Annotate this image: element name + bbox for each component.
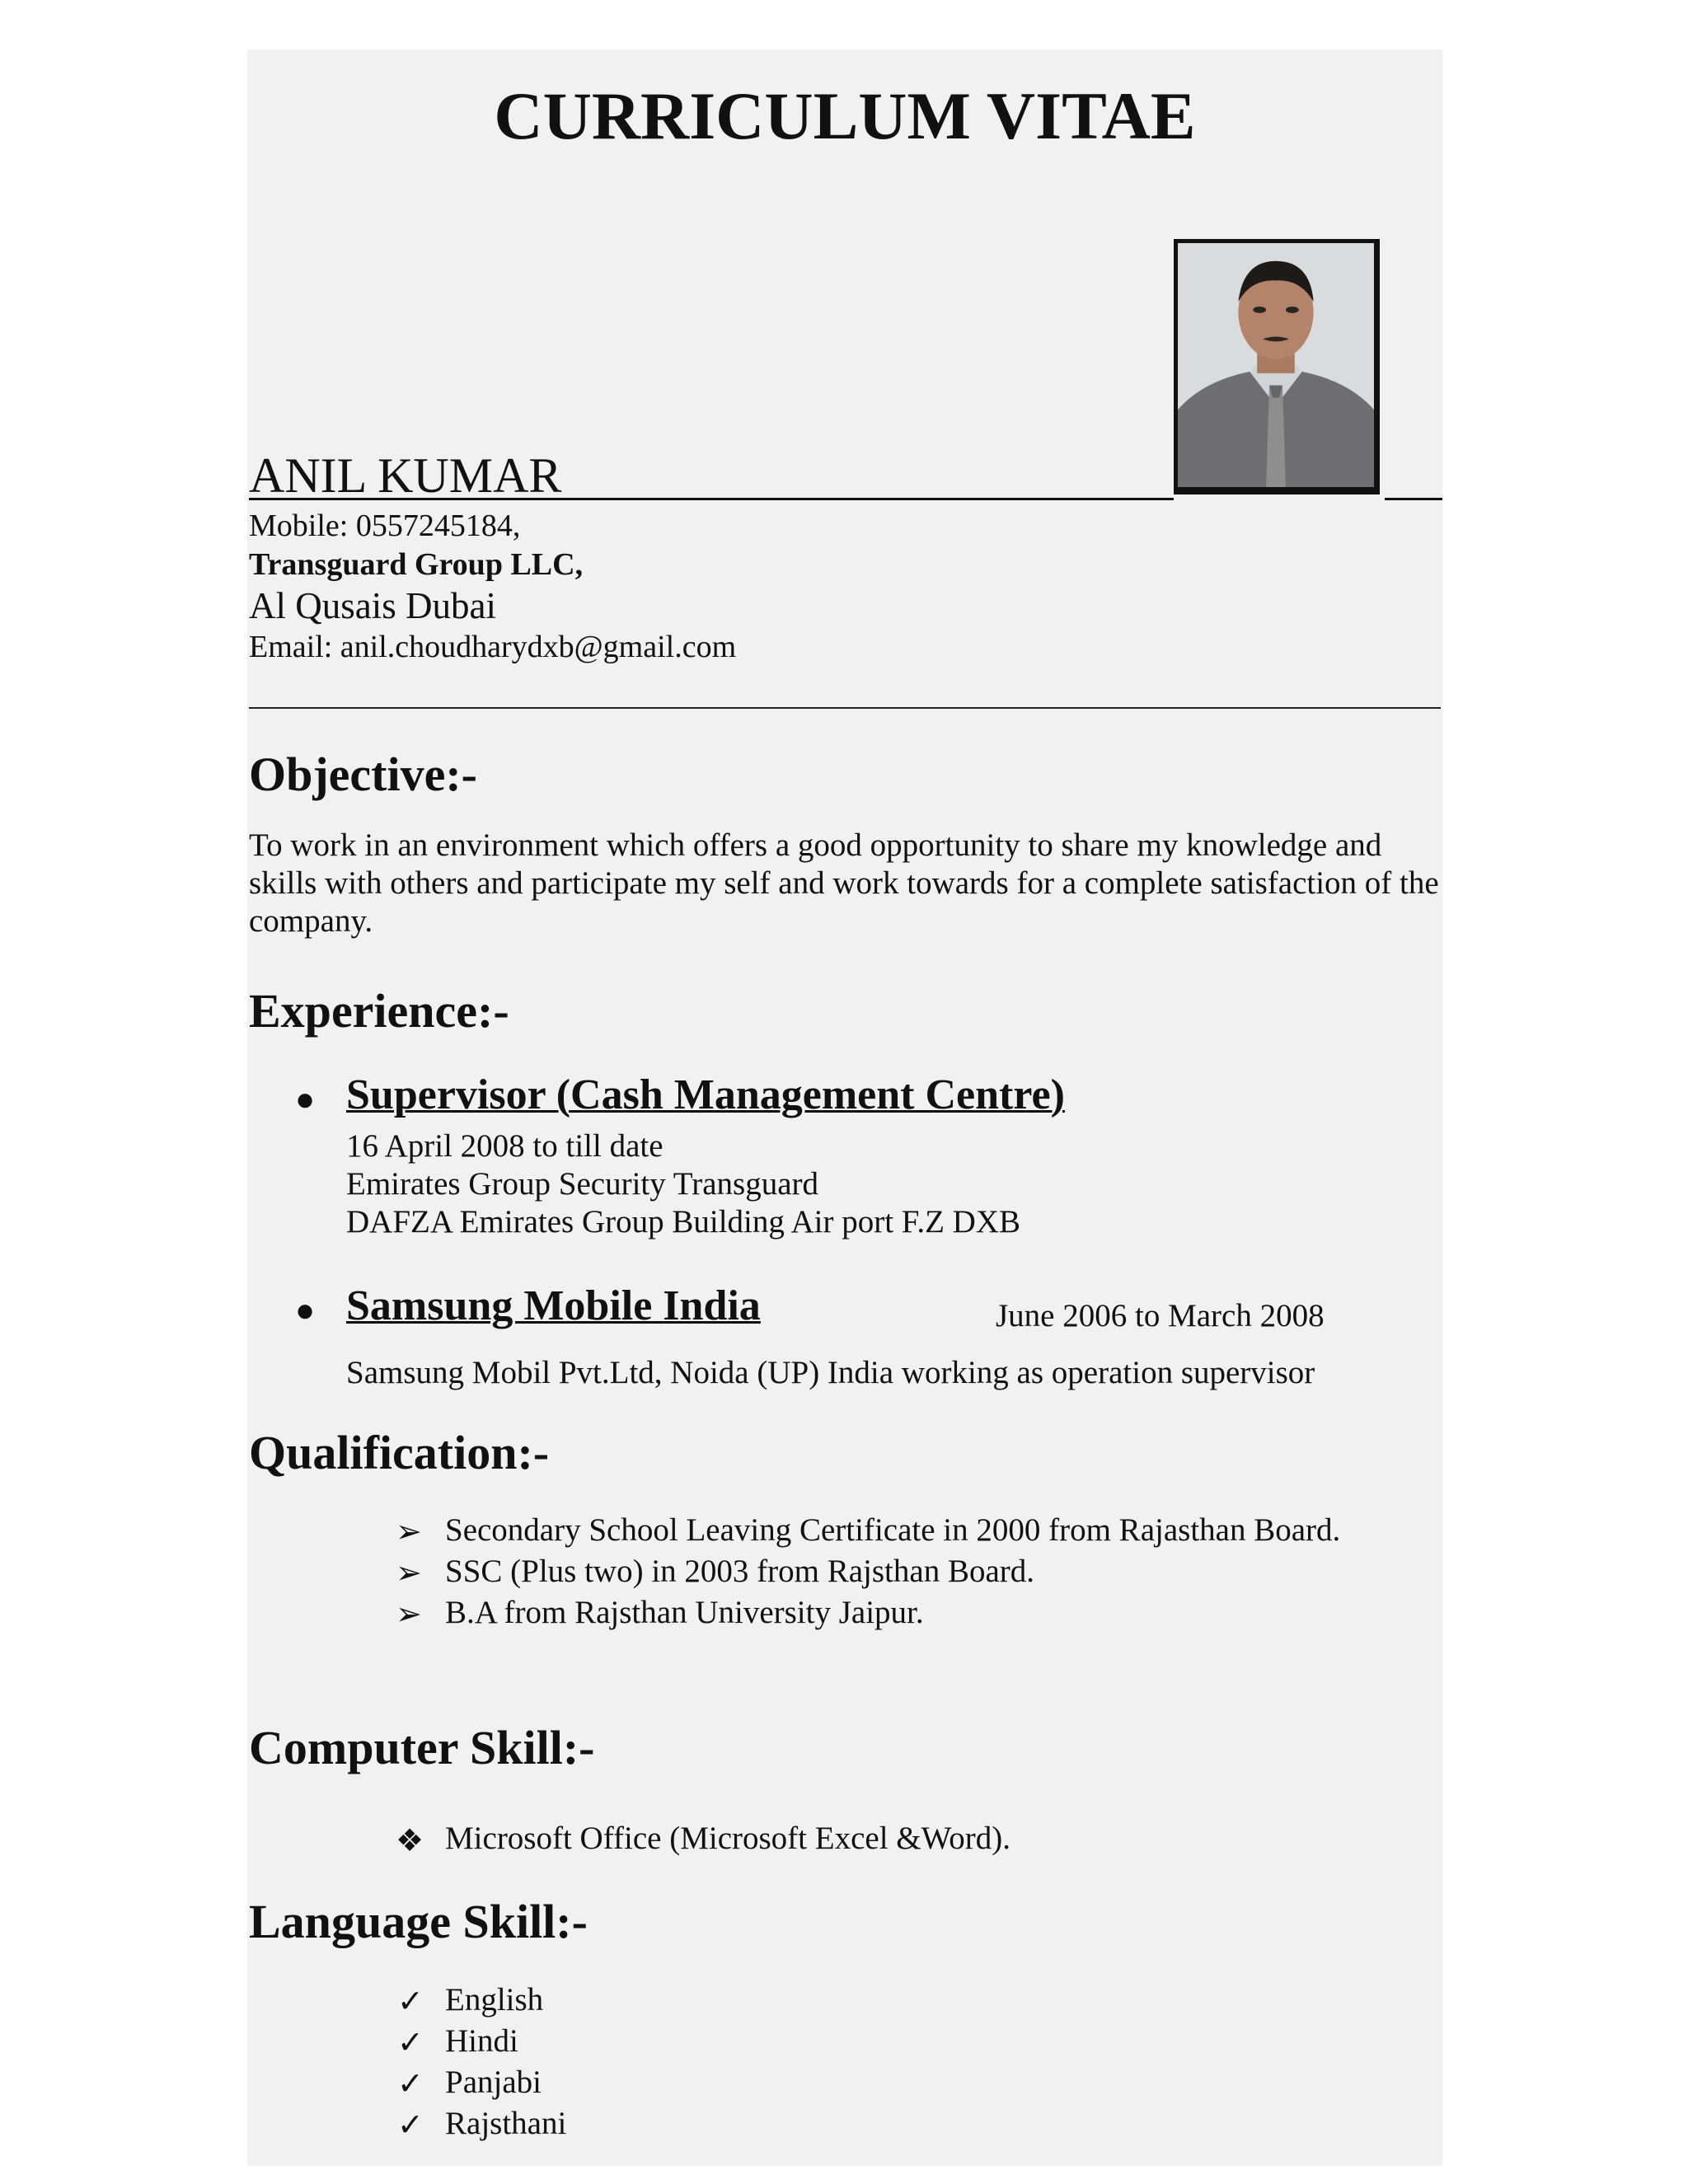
- location: Al Qusais Dubai: [249, 585, 496, 626]
- objective-text: To work in an environment which offers a good opportunity to share my knowledge and skills with others and participate my self and work towards for a complete satisfaction of the company.: [249, 827, 1439, 939]
- qualification-item: B.A from Rajsthan University Jaipur.: [445, 1595, 924, 1630]
- job-line: Samsung Mobil Pvt.Ltd, Noida (UP) India working as operation supervisor: [346, 1355, 1315, 1390]
- checkmark-icon: ✓: [397, 1985, 424, 2019]
- arrowhead-bullet-icon: ➢: [396, 1556, 422, 1591]
- document-title: CURRICULUM VITAE: [494, 78, 1196, 153]
- job-title: Supervisor (Cash Management Centre): [346, 1071, 1065, 1118]
- computer-skill-heading: Computer Skill:-: [249, 1721, 595, 1774]
- job-line: 16 April 2008 to till date: [346, 1128, 663, 1164]
- language-item: Rajsthani: [445, 2106, 567, 2141]
- job-line: DAFZA Emirates Group Building Air port F.Z DXB: [346, 1204, 1021, 1240]
- mobile-number: Mobile: 0557245184,: [249, 509, 521, 543]
- arrowhead-bullet-icon: ➢: [396, 1597, 422, 1632]
- candidate-name: ANIL KUMAR: [249, 448, 562, 503]
- language-item: Hindi: [445, 2023, 518, 2059]
- bullet-dot-icon: ●: [295, 1291, 316, 1329]
- portrait-image: [1178, 243, 1374, 487]
- name-underline-tail: [1385, 498, 1442, 500]
- qualification-item: Secondary School Leaving Certificate in 2000 from Rajasthan Board.: [445, 1512, 1341, 1548]
- qualification-item: SSC (Plus two) in 2003 from Rajsthan Board.: [445, 1554, 1035, 1589]
- checkmark-icon: ✓: [397, 2108, 424, 2143]
- qualification-heading: Qualification:-: [249, 1426, 550, 1479]
- name-underline: [249, 498, 1174, 500]
- profile-photo: [1174, 239, 1380, 494]
- job-line: Emirates Group Security Transguard: [346, 1166, 819, 1202]
- arrowhead-bullet-icon: ➢: [396, 1515, 422, 1549]
- company-name: Transguard Group LLC,: [249, 547, 584, 582]
- language-item: Panjabi: [445, 2064, 542, 2100]
- checkmark-icon: ✓: [397, 2026, 424, 2060]
- checkmark-icon: ✓: [397, 2067, 424, 2102]
- job-dates: June 2006 to March 2008: [996, 1298, 1325, 1333]
- experience-heading: Experience:-: [249, 984, 509, 1038]
- objective-heading: Objective:-: [249, 748, 477, 801]
- four-diamond-bullet-icon: ❖: [396, 1824, 424, 1858]
- language-skill-heading: Language Skill:-: [249, 1895, 588, 1948]
- section-divider: [249, 707, 1441, 709]
- job-title: Samsung Mobile India: [346, 1282, 761, 1329]
- computer-skill-item: Microsoft Office (Microsoft Excel &Word).: [445, 1821, 1011, 1856]
- bullet-dot-icon: ●: [295, 1080, 316, 1118]
- email-address: Email: anil.choudharydxb@gmail.com: [249, 630, 737, 664]
- language-item: English: [445, 1982, 544, 2018]
